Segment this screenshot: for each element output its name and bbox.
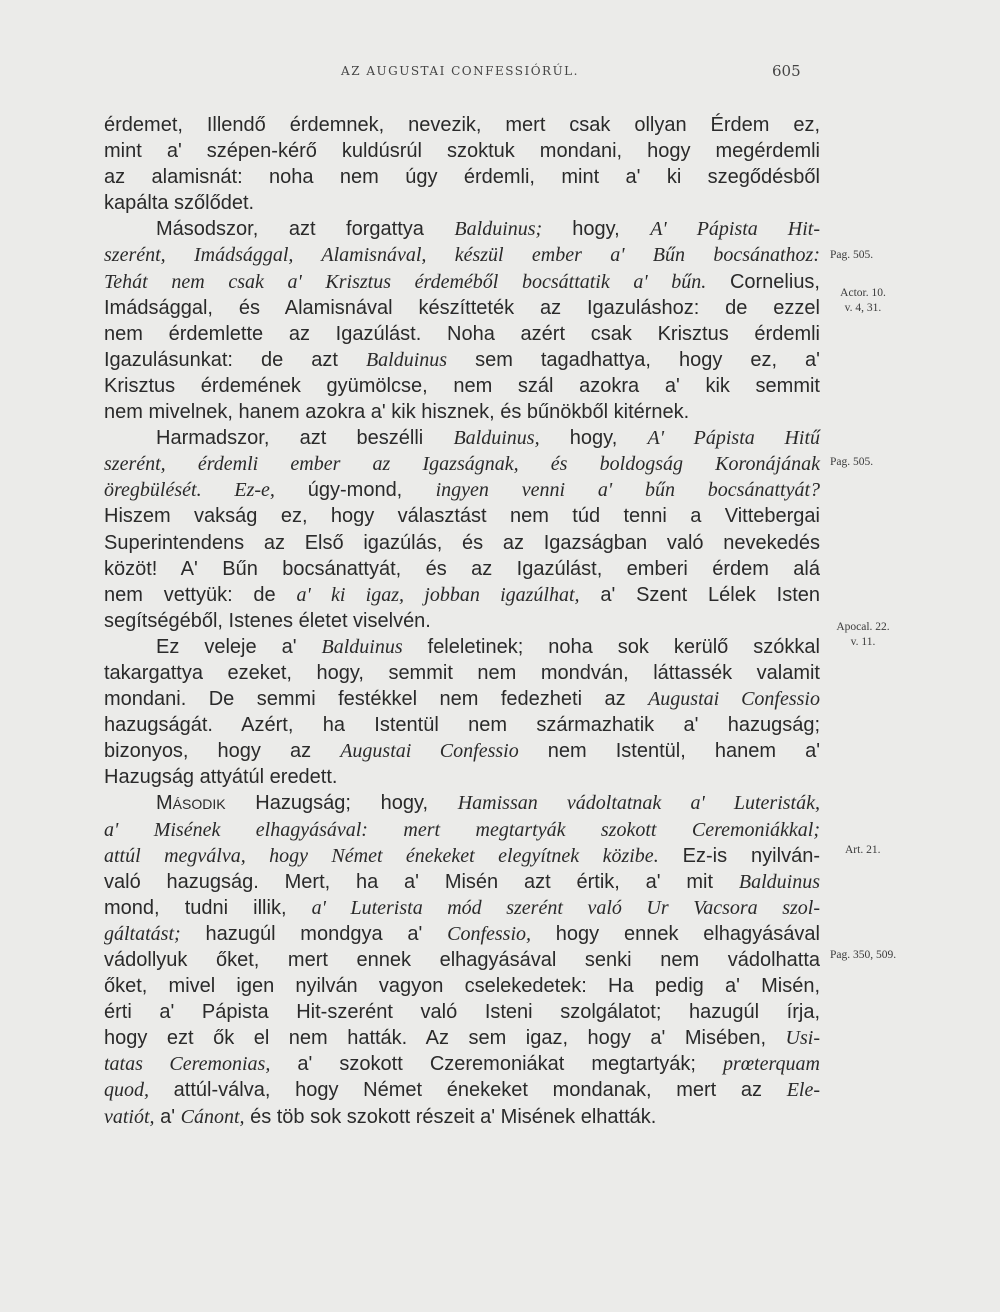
italic-text: a' Luterista mód szerént való Ur Vacsora szol- (311, 896, 820, 919)
text-line (104, 660, 820, 686)
margin-note (830, 248, 873, 263)
margin-note-ref: Pag. 350, 509. (830, 949, 897, 961)
text-line (104, 425, 820, 451)
text-segment: hazugságát. Azért, ha Istentül nem származhatik a' hazugság; (104, 714, 820, 737)
margin-note (830, 455, 873, 470)
text-line (104, 1104, 820, 1130)
text-line (104, 347, 820, 373)
text-segment: mint a' szépen-kérő kuldúsrúl szoktuk mondani, hogy megérdemli (104, 140, 820, 163)
text-segment: nem vettyük: de (104, 583, 297, 606)
text-segment: és töb sok szokott részeit a' Misének elhatták. (244, 1105, 657, 1128)
margin-note (845, 843, 880, 858)
text-segment: Hiszem vakság ez, hogy választást nem túd tenni a Vittebergai (104, 505, 820, 528)
text-line (104, 269, 820, 295)
margin-note-ref: Actor. 10. (840, 287, 886, 299)
italic-text: öregbülését. Ez-e, (104, 479, 308, 502)
margin-note-ref: Art. 21. (845, 844, 881, 856)
text-line (104, 190, 820, 216)
text-segment: hogy ennek elhagyásával (531, 922, 820, 945)
text-segment: mondani. De semmi festékkel nem fedezheti az (104, 688, 649, 711)
text-segment: a' (154, 1105, 181, 1128)
text-line (104, 738, 820, 764)
text-line (104, 1051, 820, 1077)
italic-text: prœterquam (722, 1053, 820, 1076)
margin-note-ref: v. 11. (850, 636, 876, 648)
italic-text: Ele- (786, 1079, 820, 1102)
text-line (104, 321, 820, 347)
text-line (104, 973, 820, 999)
text-segment: való hazugság. Mert, ha a' Misén azt értik, a' mit (104, 870, 739, 893)
text-segment: hazugúl mondgya a' (180, 922, 448, 945)
italic-text: Balduinus; (454, 218, 573, 241)
italic-text: Hamissan vádoltatnak a' Luteristák, (457, 792, 820, 815)
text-line (104, 895, 820, 921)
text-line (104, 764, 820, 790)
text-segment: attúl-válva, hogy Német énekeket mondanak, mert az (149, 1079, 787, 1102)
text-segment: hogy, (539, 427, 648, 450)
text-segment: Másodszor, azt forgattya (156, 218, 455, 241)
italic-text: a' ki igaz, jobban igazúlhat, (296, 583, 580, 606)
italic-text: A' Pápista Hitű (647, 427, 820, 450)
text-line (104, 686, 820, 712)
text-segment: hogy, (572, 218, 651, 241)
text-segment: Harmadszor, azt beszélli (156, 427, 454, 450)
text-line (104, 477, 820, 503)
margin-note-ref: Apocal. 22. (836, 621, 890, 633)
italic-text: ingyen venni a' bűn bocsánattyát? (435, 479, 820, 502)
text-segment: Hazugság; hogy, (225, 792, 458, 815)
text-segment: Superintendens az Első igazúlás, és az Igazságban való nevekedés (104, 531, 820, 554)
text-segment: érdemet, Illendő érdemnek, nevezik, mert csak ollyan Érdem ez, (104, 114, 820, 136)
text-segment: az alamisnát: noha nem úgy érdemli, mint a' ki szegődésből (104, 166, 820, 189)
italic-text: Cánont, (180, 1105, 245, 1128)
margin-note (830, 948, 896, 963)
text-line (104, 790, 820, 816)
text-segment: nem mivelnek, hanem azokra a' kik hisznek, és bűnökből kitérnek. (104, 401, 690, 424)
margin-note (830, 620, 896, 650)
text-line (104, 921, 820, 947)
italic-text: Balduinus (321, 635, 403, 658)
text-segment: Hazugság attyátúl eredett. (104, 766, 338, 789)
text-segment: mond, tudni illik, (104, 896, 312, 919)
italic-text: Usi- (785, 1027, 820, 1050)
italic-text: attúl megválva, hogy Német énekeket elegyítnek közibe. (104, 844, 659, 867)
text-line (104, 164, 820, 190)
text-line (104, 634, 820, 660)
text-segment: kapálta szőlődet. (104, 192, 255, 215)
page-number: 605 (772, 62, 801, 80)
text-segment: nem érdemlette az Igazúlást. Noha azért csak Krisztus érdemli (104, 322, 820, 345)
text-line (104, 947, 820, 973)
text-segment: sem tagadhattya, hogy ez, a' (447, 348, 820, 371)
italic-text: tatas Ceremonias, (104, 1053, 271, 1076)
text-line (104, 373, 820, 399)
margin-note-ref: v. 4, 31. (844, 302, 882, 314)
italic-text: A' Pápista Hit- (650, 218, 821, 241)
text-segment: érti a' Pápista Hit-szerént való Isteni szolgálatot; hazugúl írja, (104, 1001, 820, 1024)
text-segment: nem Istentül, hanem a' (518, 740, 821, 763)
text-line (104, 503, 820, 529)
text-line (104, 999, 820, 1025)
text-line (104, 843, 820, 869)
text-segment: úgy-mond, (307, 479, 436, 502)
text-line (104, 556, 820, 582)
italic-text: szerént, Imádsággal, Alamisnával, készül ember a' Bűn bocsánathoz: (104, 244, 820, 267)
text-segment: Imádsággal, és Alamisnával készítteték az Igazuláshoz: de ezzel (104, 296, 820, 319)
text-line (104, 817, 820, 843)
text-line (104, 112, 820, 138)
text-segment: Cornelius, (729, 270, 820, 293)
text-line (104, 582, 820, 608)
text-segment: közöt! A' Bűn bocsánattyát, és az Igazúlást, emberi érdem alá (104, 557, 820, 580)
text-segment: vádollyuk őket, mert ennek elhagyásával senki nem vádolhatta (104, 949, 820, 971)
italic-text: a' Misének elhagyásával: mert megtartyák szokott Ceremoniákkal; (104, 818, 820, 841)
text-line (104, 869, 820, 895)
italic-text: Augustai Confessio (340, 740, 519, 763)
running-header-title: AZ AUGUSTAI CONFESSIÓRÚL. (341, 64, 579, 78)
margin-note (830, 286, 896, 316)
italic-text: quod, (104, 1079, 149, 1102)
text-line (104, 295, 820, 321)
text-line (104, 1077, 820, 1103)
text-line (104, 138, 820, 164)
text-segment: bizonyos, hogy az (104, 740, 341, 763)
italic-text: szerént, érdemli ember az Igazságnak, és boldogság Koronájának (104, 453, 820, 476)
margin-note-ref: Pag. 505. (830, 249, 874, 261)
text-segment: takargattya ezeket, hogy, semmit nem mondván, láttassék valamit (104, 661, 820, 684)
text-segment: a' szokott Czeremoniákat megtartyák; (270, 1053, 723, 1076)
text-segment: segítségéből, Istenes életet viselvén. (104, 609, 431, 632)
italic-text: Tehát nem csak a' Krisztus érdeméből bocsáttatik a' bűn. (104, 270, 730, 293)
text-line (104, 1025, 820, 1051)
italic-text: Balduinus, (453, 427, 540, 450)
italic-text: vatiót, (104, 1105, 155, 1128)
text-line (104, 608, 820, 634)
text-segment: Ez-is nyilván- (658, 844, 820, 867)
smallcaps-text: Második (156, 792, 226, 815)
text-line (104, 399, 820, 425)
italic-text: Augustai Confessio (648, 688, 820, 711)
italic-text: Balduinus (365, 348, 448, 371)
italic-text: Confessio, (447, 922, 532, 945)
text-segment: feleletinek; noha sok kerülő szókkal (402, 635, 820, 658)
margin-note-ref: Pag. 505. (830, 456, 874, 468)
text-segment: a' Szent Lélek Isten (579, 583, 820, 606)
text-segment: Igazulásunkat: de azt (104, 348, 366, 371)
italic-text: gáltatást; (104, 922, 181, 945)
text-line (104, 242, 820, 268)
text-line (104, 530, 820, 556)
text-segment: Krisztus érdemének gyümölcse, nem szál azokra a' kik semmit (104, 374, 820, 397)
text-segment: Ez veleje a' (156, 635, 322, 658)
text-line (104, 216, 820, 242)
text-line (104, 451, 820, 477)
italic-text: Balduinus (738, 870, 820, 893)
text-segment: hogy ezt ők el nem hatták. Az sem igaz, hogy a' Misében, (104, 1027, 786, 1050)
text-segment: őket, mivel igen nyilván vagyon cselekedetek: Ha pedig a' Misén, (104, 975, 820, 998)
text-line (104, 712, 820, 738)
body-text (104, 112, 820, 1130)
